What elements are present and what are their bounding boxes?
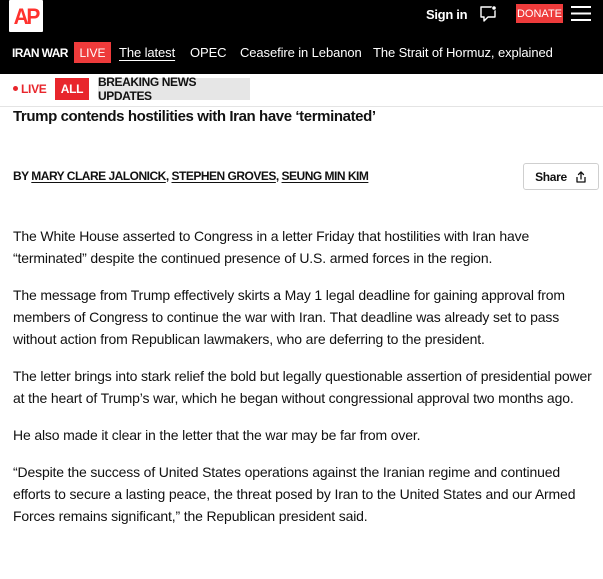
menu-icon[interactable] xyxy=(571,5,591,22)
article-paragraph: The letter brings into stark relief the bold but legally questionable assertion of presidential power at the heart of Trump’s war, which he began without congressional approval two months ago. xyxy=(13,368,592,406)
byline: BY MARY CLARE JALONICK, STEPHEN GROVES, SEUNG MIN KIM xyxy=(13,169,369,183)
article-paragraph: He also made it clear in the letter that the war may be far from over. xyxy=(13,427,421,443)
author-link[interactable]: SEUNG MIN KIM xyxy=(281,169,369,183)
live-filter-bar xyxy=(0,74,603,107)
nav-link-strait-of-hormuz[interactable]: The Strait of Hormuz, explained xyxy=(373,45,553,60)
article-paragraph: The White House asserted to Congress in a letter Friday that hostilities with Iran have “terminated” despite the continued presence of U.S. armed forces in the region. xyxy=(13,228,530,266)
nav-link-opec[interactable]: OPEC xyxy=(190,45,227,60)
live-label: LIVE xyxy=(21,82,47,96)
logo-text: AP xyxy=(13,4,39,29)
article-headline: Trump contends hostilities with Iran have ‘terminated’ xyxy=(13,108,376,125)
filter-breaking-news-button[interactable]: BREAKING NEWS UPDATES xyxy=(98,78,250,100)
donate-button[interactable]: DONATE xyxy=(516,4,563,23)
topic-nav xyxy=(0,34,603,74)
nav-section-label[interactable]: IRAN WAR xyxy=(12,46,68,60)
nav-live-badge[interactable]: LIVE xyxy=(74,42,111,63)
notification-icon[interactable] xyxy=(478,5,498,23)
ap-logo[interactable] xyxy=(9,0,43,32)
nav-link-ceasefire-lebanon[interactable]: Ceasefire in Lebanon xyxy=(240,45,362,60)
share-button[interactable] xyxy=(523,163,599,190)
filter-all-button[interactable]: ALL xyxy=(55,78,89,100)
live-dot-icon xyxy=(13,86,18,91)
share-label: Share xyxy=(535,169,567,184)
article-paragraph: “Despite the success of United States operations against the Iranian regime and continued efforts to secure a lasting peace, the threat posed by Iran to the United States and our Armed Forces remains significant,” the Republican president said. xyxy=(13,464,576,524)
top-header xyxy=(0,0,603,34)
byline-prefix: BY xyxy=(13,169,29,183)
sign-in-link[interactable]: Sign in xyxy=(426,7,468,22)
author-link[interactable]: MARY CLARE JALONICK xyxy=(31,169,166,183)
nav-link-the-latest[interactable]: The latest xyxy=(119,45,176,60)
article-body xyxy=(13,225,601,542)
author-link[interactable]: STEPHEN GROVES xyxy=(171,169,276,183)
article-paragraph: The message from Trump effectively skirts a May 1 legal deadline for gaining approval from members of Congress to continue the war with Iran. That deadline was already set to pass without action from Republican lawmakers, who are deferring to the president. xyxy=(13,287,565,347)
share-icon xyxy=(575,171,587,183)
